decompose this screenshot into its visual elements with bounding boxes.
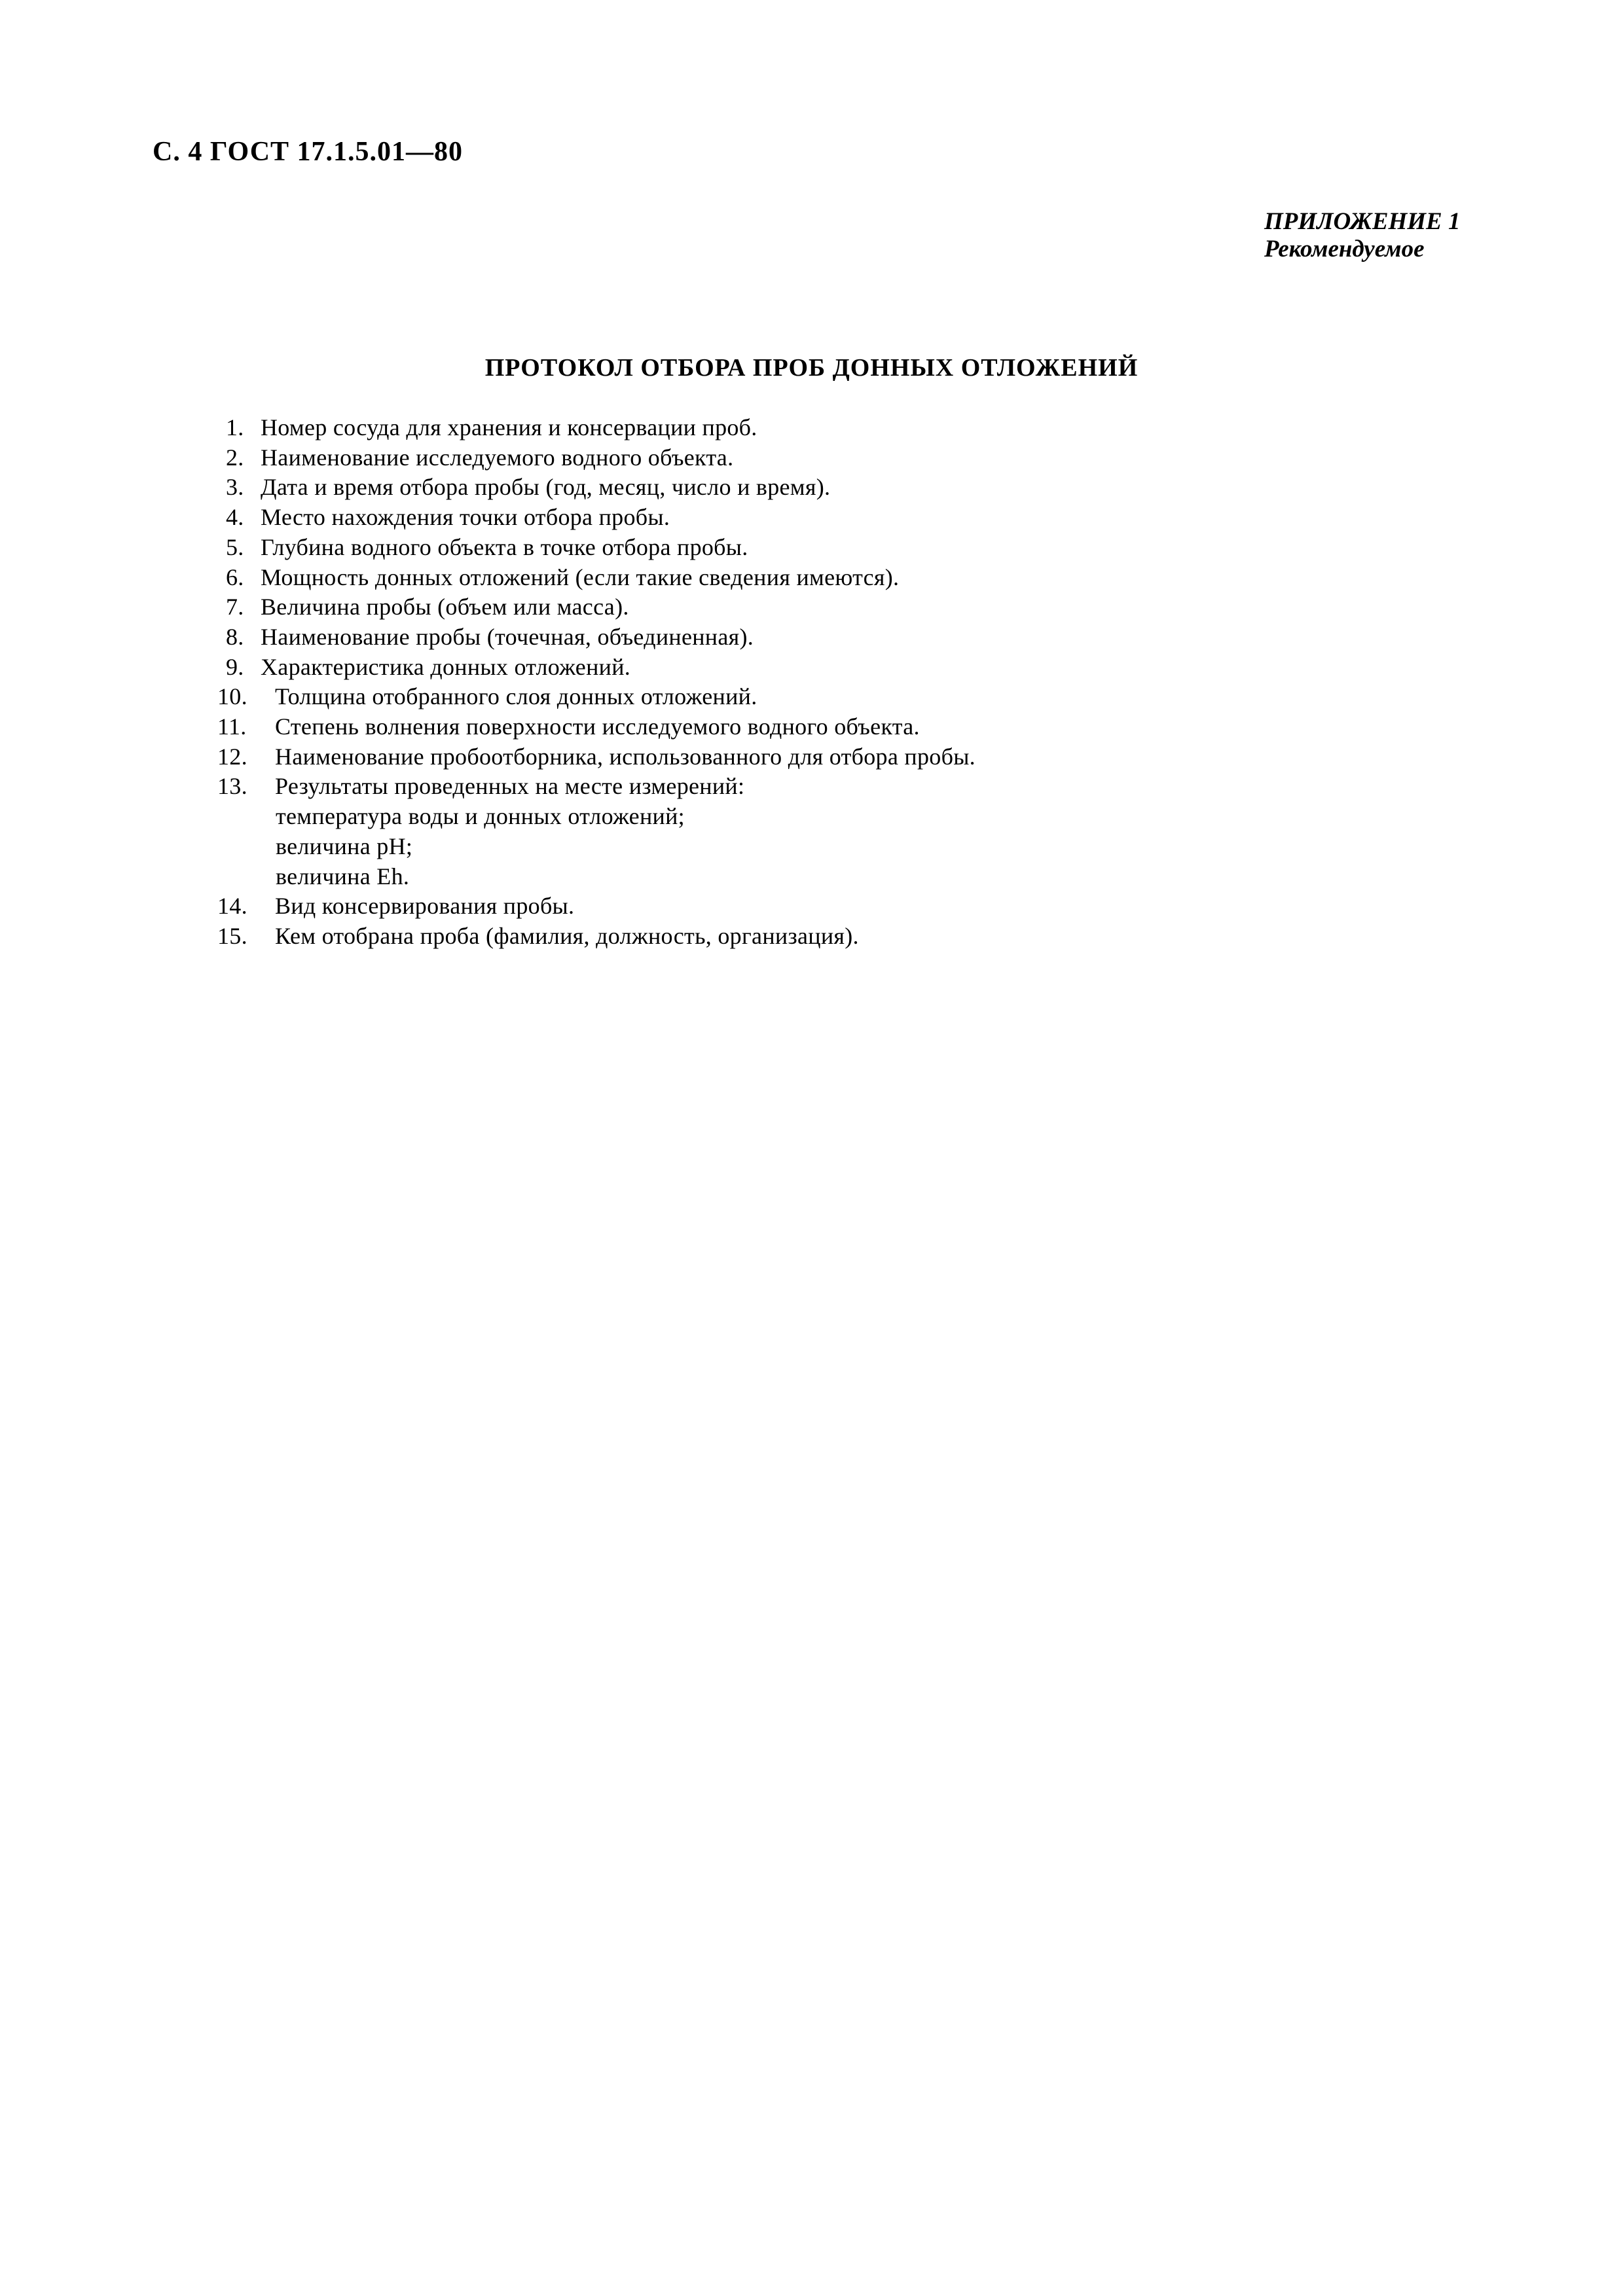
list-item-number: 4.	[226, 504, 244, 531]
list-item-text: температура воды и донных отложений;	[276, 803, 685, 830]
list-item-text: Глубина водного объекта в точке отбора пробы.	[261, 533, 748, 560]
appendix-note: Рекомендуемое	[1264, 236, 1425, 262]
list-item-text: Величина пробы (объем или масса).	[261, 594, 629, 620]
list-item-number: 13.	[217, 773, 247, 800]
list-item-number: 8.	[226, 623, 244, 650]
list-item-number: 1.	[226, 414, 244, 440]
list-item-text: Мощность донных отложений (если такие сведения имеются).	[261, 564, 900, 590]
list-item	[0, 563, 1623, 593]
list-subitem	[0, 802, 1623, 832]
list-item-number: 6.	[226, 564, 244, 590]
list-item	[0, 653, 1623, 683]
list-item-text: Вид консервирования пробы.	[275, 893, 575, 920]
list-item-number: 7.	[226, 594, 244, 620]
list-item-number: 14.	[217, 893, 247, 920]
list-item-number: 15.	[217, 922, 247, 949]
list-item	[0, 503, 1623, 533]
list-item-text: Кем отобрана проба (фамилия, должность, организация).	[275, 922, 859, 949]
list-item-text: Наименование пробы (точечная, объединенная).	[261, 623, 754, 650]
document-title: ПРОТОКОЛ ОТБОРА ПРОБ ДОННЫХ ОТЛОЖЕНИЙ	[484, 354, 1139, 382]
list-item-text: величина Eh.	[276, 863, 410, 889]
list-item-number: 5.	[226, 533, 244, 560]
list-item-text: Дата и время отбора пробы (год, месяц, число и время).	[261, 474, 831, 501]
list-subitem	[0, 832, 1623, 862]
list-item	[0, 413, 1623, 443]
list-item	[0, 891, 1623, 922]
appendix-label: ПРИЛОЖЕНИЕ 1	[1264, 208, 1461, 235]
list-item-number: 12.	[217, 743, 247, 770]
list-item-text: Толщина отобранного слоя донных отложений.	[275, 683, 757, 710]
appendix-block	[1264, 208, 1461, 263]
protocol-list	[0, 413, 1623, 952]
list-item	[0, 473, 1623, 503]
page-header: С. 4 ГОСТ 17.1.5.01—80	[153, 137, 464, 167]
list-item-number: 10.	[217, 683, 247, 710]
list-item-text: величина pH;	[276, 833, 413, 859]
list-item-text: Результаты проведенных на месте измерений:	[275, 773, 745, 800]
list-item	[0, 772, 1623, 802]
list-item-number: 2.	[226, 444, 244, 471]
list-item-number: 9.	[226, 653, 244, 680]
list-item	[0, 443, 1623, 473]
list-item-text: Наименование пробоотборника, использованного для отбора пробы.	[275, 743, 976, 770]
list-item-number: 11.	[217, 713, 247, 740]
list-item	[0, 592, 1623, 622]
list-item-text: Место нахождения точки отбора пробы.	[261, 504, 670, 531]
list-item-text: Номер сосуда для хранения и консервации проб.	[261, 414, 757, 440]
list-item-text: Характеристика донных отложений.	[261, 653, 631, 680]
list-item-number: 3.	[226, 474, 244, 501]
list-subitem	[0, 862, 1623, 892]
list-item-text: Степень волнения поверхности исследуемого водного объекта.	[275, 713, 920, 740]
list-item	[0, 712, 1623, 742]
list-item	[0, 922, 1623, 952]
list-item-text: Наименование исследуемого водного объекта.	[261, 444, 734, 471]
list-item	[0, 682, 1623, 712]
list-item	[0, 742, 1623, 772]
list-item	[0, 533, 1623, 563]
list-item	[0, 622, 1623, 653]
